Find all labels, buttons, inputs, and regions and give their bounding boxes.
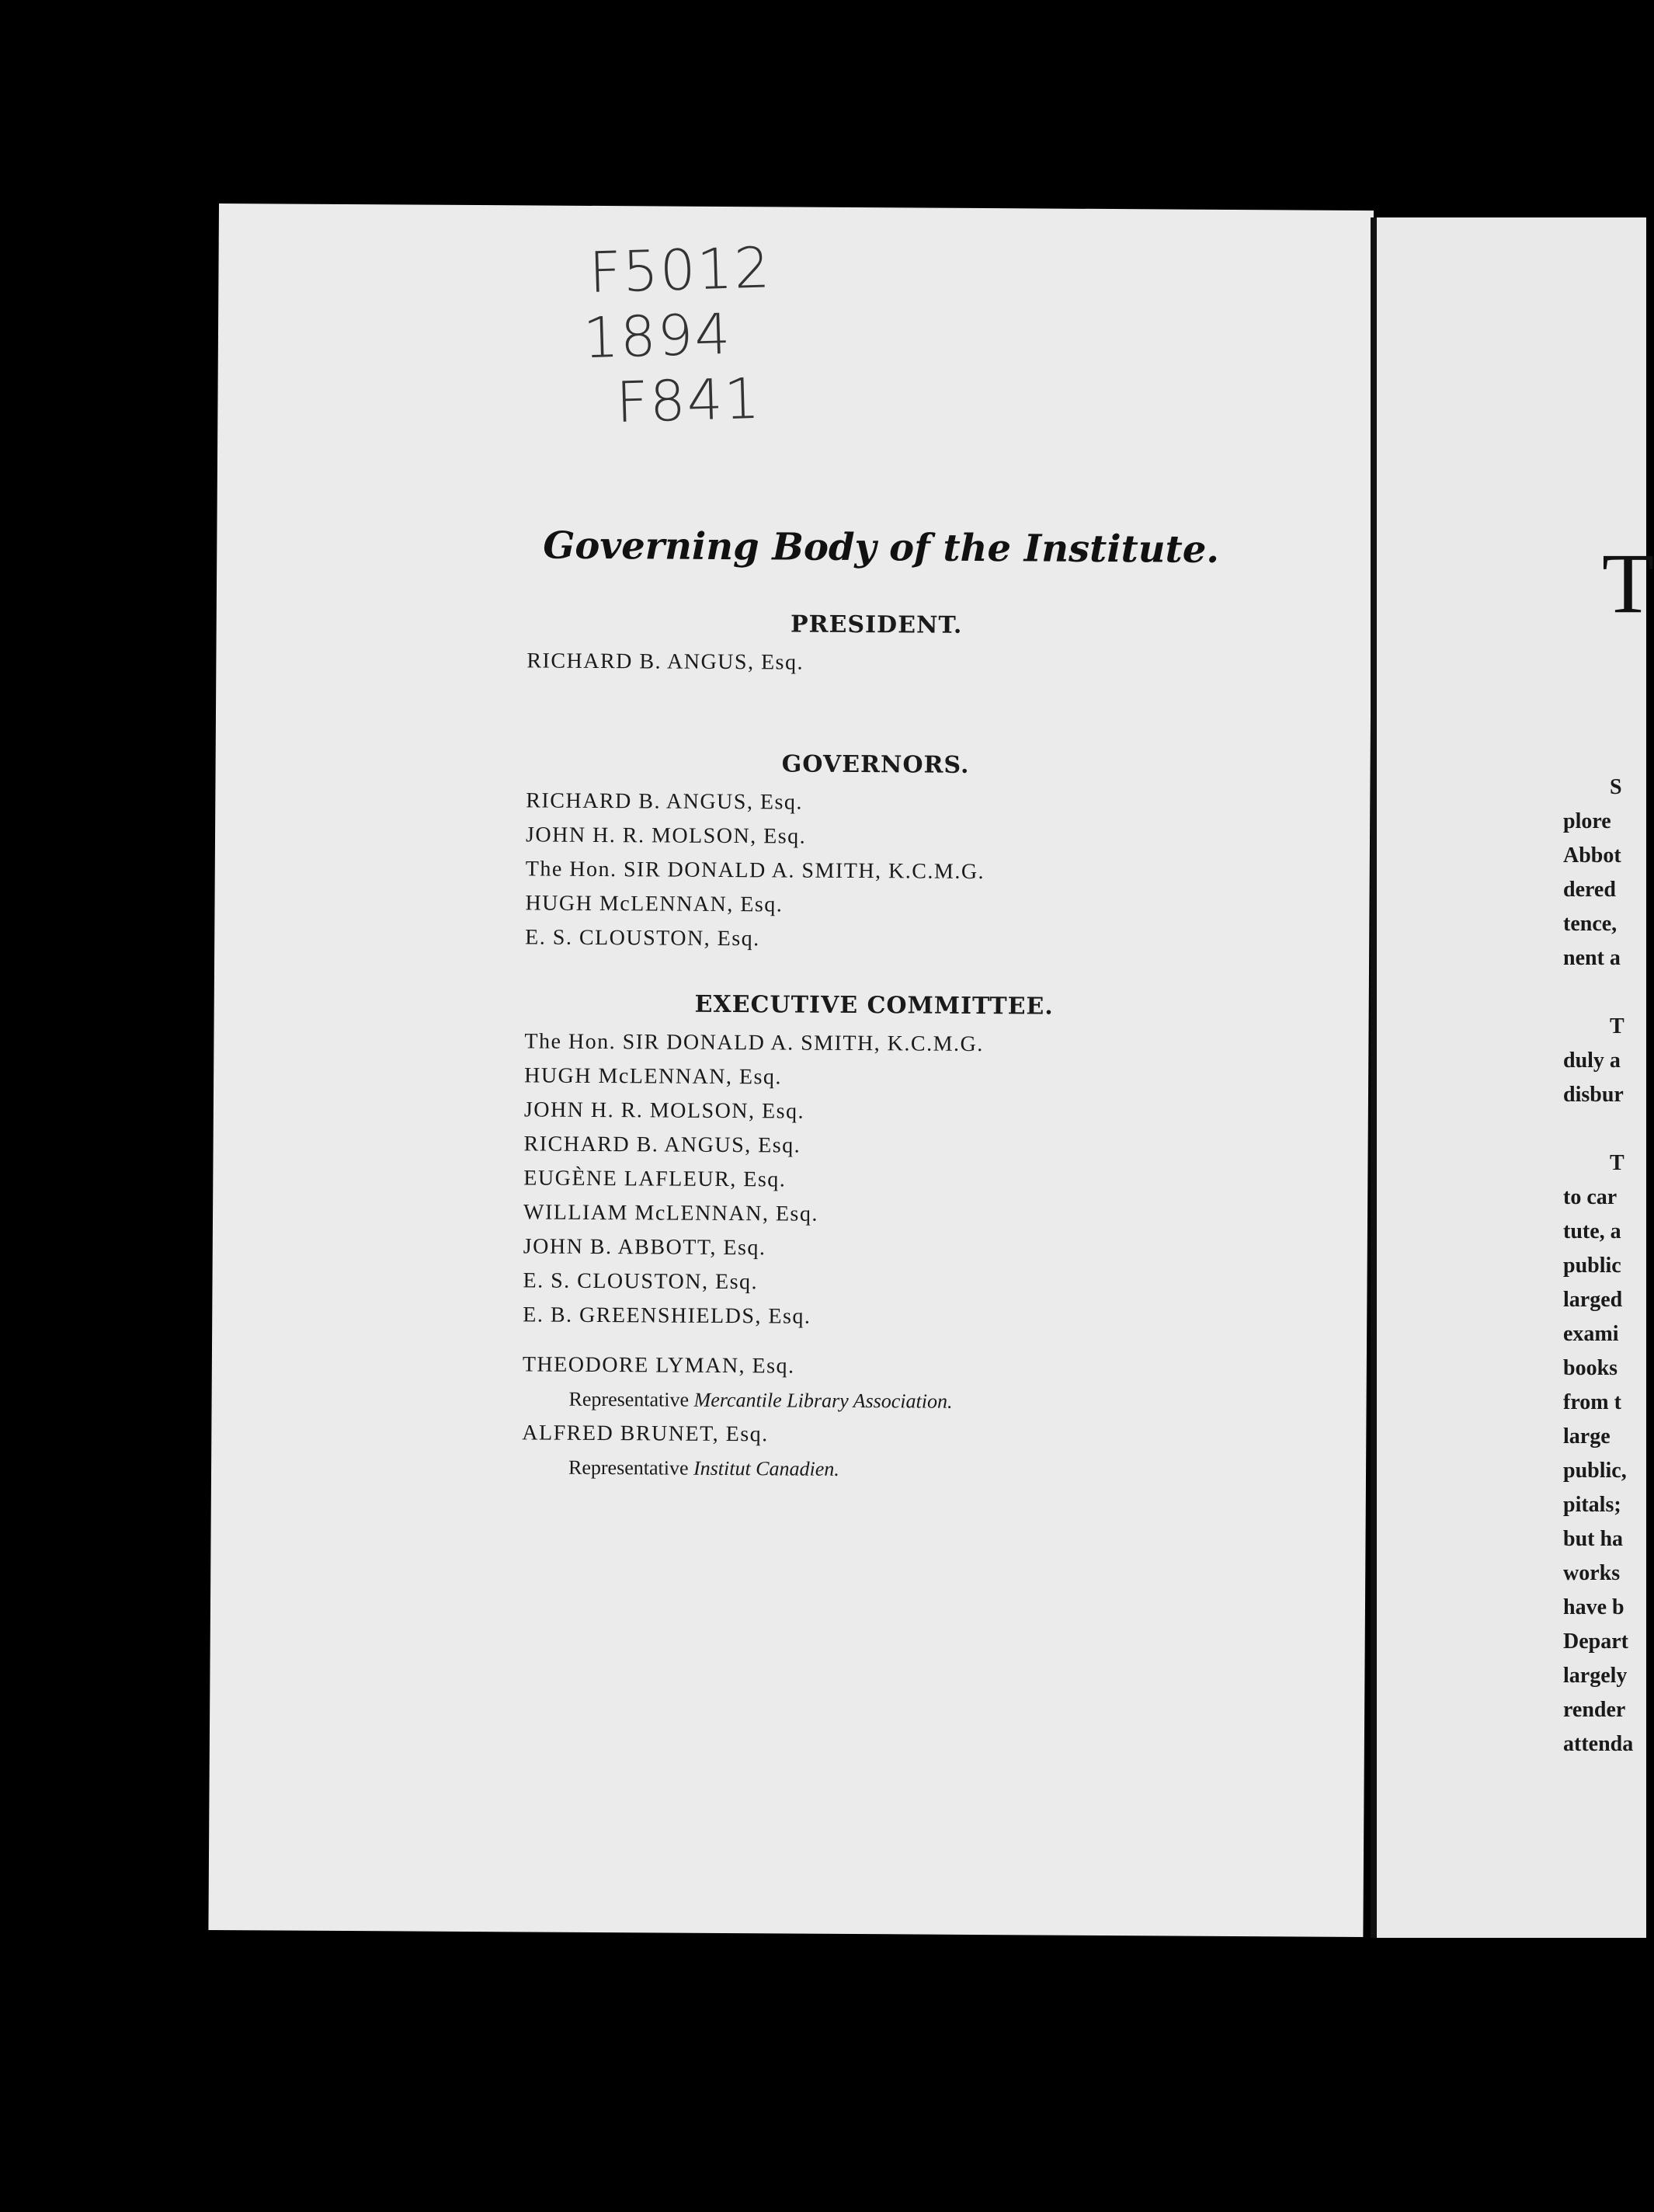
member-name: HUGH McLENNAN, Esq. — [524, 1063, 783, 1090]
member-name: The Hon. SIR DONALD A. SMITH, K.C.M.G. — [524, 1029, 984, 1057]
handwritten-catalog-marks — [582, 235, 776, 436]
section-heading: GOVERNORS. — [781, 750, 970, 779]
member-name: RICHARD B. ANGUS, Esq. — [526, 649, 804, 675]
member-name: HUGH McLENNAN, Esq. — [525, 891, 784, 917]
text-line: duly a — [1563, 1049, 1621, 1073]
catalog-mark: F5012 — [588, 235, 773, 306]
text-line: from t — [1563, 1390, 1621, 1414]
left-page — [208, 203, 1374, 1937]
text-line: nent a — [1563, 946, 1621, 970]
text-line: dered — [1563, 878, 1616, 902]
representative-name: THEODORE LYMAN, Esq. — [522, 1352, 795, 1379]
president-section — [526, 609, 1304, 683]
role-prefix: Representative — [568, 1387, 690, 1411]
text-line: S — [1610, 775, 1622, 799]
text-line: attenda — [1563, 1732, 1634, 1756]
executive-section — [522, 989, 1301, 1489]
text-line: have b — [1563, 1595, 1624, 1619]
member-name: RICHARD B. ANGUS, Esq. — [526, 788, 804, 815]
section-heading: EXECUTIVE COMMITTEE. — [694, 990, 1054, 1021]
representative-role — [522, 1382, 1298, 1421]
text-line: larged — [1563, 1288, 1623, 1312]
organization-name: Institut Canadien. — [693, 1456, 839, 1480]
text-line: tence, — [1563, 912, 1618, 936]
text-line: but ha — [1563, 1527, 1624, 1551]
member-name: JOHN H. R. MOLSON, Esq. — [525, 823, 807, 849]
text-line: public — [1563, 1254, 1621, 1278]
text-line: T — [1610, 1014, 1624, 1038]
right-page — [1371, 217, 1654, 1938]
member-name: E. S. CLOUSTON, Esq. — [523, 1268, 759, 1295]
text-line: books — [1563, 1356, 1618, 1380]
text-line: largely — [1563, 1664, 1628, 1688]
text-line: exami — [1563, 1322, 1619, 1346]
member-name: E. S. CLOUSTON, Esq. — [525, 925, 760, 951]
text-line: render — [1563, 1698, 1626, 1722]
text-line: Abbot — [1563, 843, 1621, 868]
text-line: disbur — [1563, 1083, 1624, 1107]
text-line: pitals; — [1563, 1493, 1621, 1517]
text-line: plore — [1563, 809, 1611, 833]
right-page-text — [1563, 770, 1633, 1762]
catalog-mark: F841 — [615, 365, 763, 436]
page-title: Governing Body of the Institute. — [543, 523, 1220, 572]
catalog-mark: 1894 — [582, 301, 733, 371]
member-name: JOHN H. R. MOLSON, Esq. — [523, 1097, 805, 1124]
member-name: The Hon. SIR DONALD A. SMITH, K.C.M.G. — [525, 857, 985, 885]
text-line: public, — [1563, 1459, 1627, 1483]
section-heading: PRESIDENT. — [790, 610, 963, 639]
governors-section — [525, 749, 1303, 959]
text-line: to car — [1563, 1185, 1618, 1209]
organization-name: Mercantile Library Association. — [693, 1388, 953, 1413]
text-line — [1563, 976, 1633, 1010]
role-prefix: Representative — [568, 1456, 689, 1480]
member-name: E. B. GREENSHIELDS, Esq. — [523, 1303, 811, 1329]
text-line — [1563, 1112, 1633, 1146]
text-line: Depart — [1563, 1629, 1628, 1654]
member-name: EUGÈNE LAFLEUR, Esq. — [523, 1166, 787, 1192]
drop-letter: T — [1602, 536, 1654, 631]
member-name: RICHARD B. ANGUS, Esq. — [523, 1132, 801, 1158]
text-line: works — [1563, 1561, 1621, 1585]
text-line: tute, a — [1563, 1219, 1621, 1243]
member-name: JOHN B. ABBOTT, Esq. — [523, 1234, 766, 1261]
representative-name: ALFRED BRUNET, Esq. — [522, 1421, 769, 1447]
representative-role — [522, 1450, 1298, 1489]
member-name: WILLIAM McLENNAN, Esq. — [523, 1200, 818, 1226]
text-line: T — [1610, 1151, 1624, 1175]
text-line: large — [1563, 1424, 1611, 1449]
